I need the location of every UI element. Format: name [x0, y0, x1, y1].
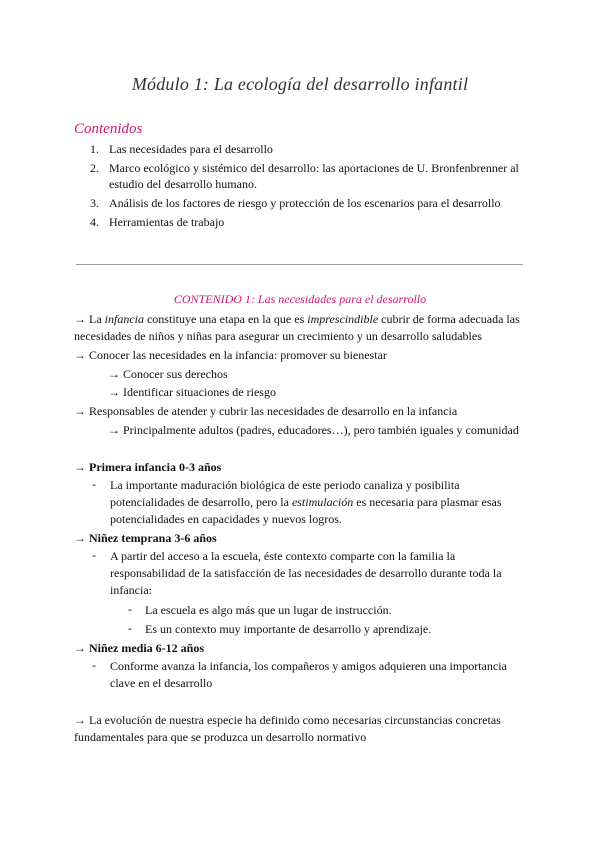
bullet-responsible: → Responsables de atender y cubrir las necesidades de desarrollo en la infancia: [74, 404, 458, 418]
arrow-icon: →: [74, 312, 86, 326]
toc-number: 1.: [90, 142, 99, 156]
bullet-identify-risk: → Identificar situaciones de riesgo: [108, 385, 276, 399]
arrow-icon: →: [74, 641, 86, 655]
divider: [76, 264, 523, 265]
stage-text-middle: A partir del acceso a la escuela, éste contexto comparte con la familia la responsabilidad de la satisfacción de las necesidades de desarrollo durante toda la infancia:: [110, 549, 502, 597]
page-title: Módulo 1: La ecología del desarrollo infantil: [131, 74, 469, 94]
toc-number: 2.: [90, 161, 99, 175]
arrow-icon: →: [74, 404, 86, 418]
dash-bullet: -: [128, 621, 132, 635]
toc-text: Las necesidades para el desarrollo: [109, 142, 273, 156]
stage-text-early: La importante maduración biológica de este periodo canaliza y posibilita potencialidades de desarrollo, pero la estimulación es necesaria para plasmar esas potencialidades en capacidades y nuevos logros.: [110, 478, 502, 526]
bullet-mainly-adults: → Principalmente adultos (padres, educadores…), pero también iguales y comunidad: [108, 423, 519, 437]
bullet-know-rights: → Conocer sus derechos: [108, 367, 228, 381]
dash-bullet: -: [92, 548, 96, 562]
arrow-icon: →: [108, 423, 120, 437]
dash-bullet: -: [92, 477, 96, 491]
stage-subitem: La escuela es algo más que un lugar de instrucción.: [145, 603, 392, 617]
arrow-icon: →: [74, 348, 86, 362]
arrow-icon: →: [74, 713, 86, 727]
toc-text: Marco ecológico y sistémico del desarrollo: las aportaciones de U. Bronfenbrenner al estudio del desarrollo humano.: [109, 161, 519, 191]
toc-item: [90, 214, 530, 230]
arrow-icon: →: [108, 385, 120, 399]
intro-paragraph: → La infancia constituye una etapa en la que es imprescindible cubrir de forma adecuada las necesidades de niños y niñas para asegurar un crecimiento y un desarrollo saludables: [74, 312, 520, 343]
stage-heading-late: → Niñez media 6-12 años: [74, 641, 204, 655]
toc-number: 4.: [90, 215, 99, 229]
stage-subitem: Es un contexto muy importante de desarrollo y aprendizaje.: [145, 622, 432, 636]
contents-heading: Contenidos: [74, 121, 143, 137]
dash-bullet: -: [92, 658, 96, 672]
table-of-contents: [90, 141, 530, 233]
stage-heading-middle: → Niñez temprana 3-6 años: [74, 531, 217, 545]
arrow-icon: →: [108, 367, 120, 381]
bullet-know-needs: → Conocer las necesidades en la infancia: promover su bienestar: [74, 348, 387, 362]
arrow-icon: →: [74, 460, 86, 474]
stage-heading-early: → Primera infancia 0-3 años: [74, 460, 222, 474]
dash-bullet: -: [128, 602, 132, 616]
stage-text-late: Conforme avanza la infancia, los compañeros y amigos adquieren una importancia clave en el desarrollo: [110, 659, 507, 690]
arrow-icon: →: [74, 531, 86, 545]
toc-text: Análisis de los factores de riesgo y protección de los escenarios para el desarrollo: [109, 196, 501, 210]
toc-item: [90, 195, 530, 211]
toc-number: 3.: [90, 196, 99, 210]
closing-paragraph: → La evolución de nuestra especie ha definido como necesarias circunstancias concretas fundamentales para que se produzca un desarrollo normativo: [74, 713, 501, 744]
toc-item: [90, 141, 530, 157]
section-title: CONTENIDO 1: Las necesidades para el desarrollo: [173, 292, 427, 306]
toc-text: Herramientas de trabajo: [109, 215, 225, 229]
toc-item: [90, 160, 530, 192]
